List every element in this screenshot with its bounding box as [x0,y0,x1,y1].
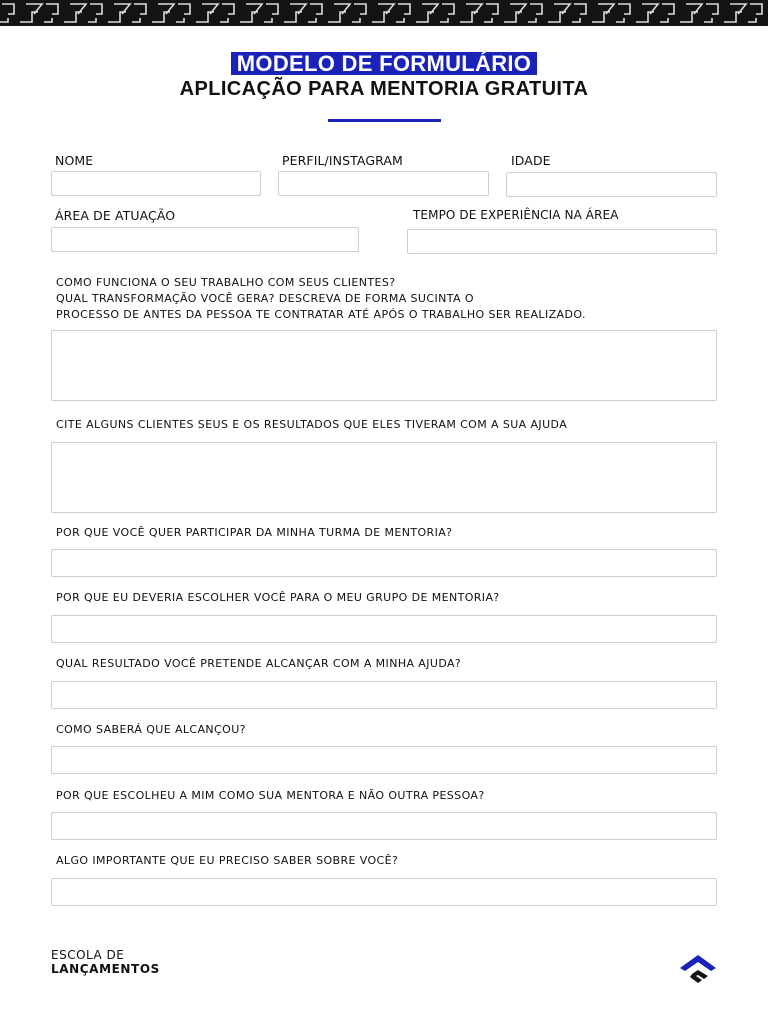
question-7-input[interactable] [51,812,717,840]
page-subtitle: APLICAÇÃO PARA MENTORIA GRATUITA [179,78,589,100]
idade-label: IDADE [511,153,551,168]
question-1-line-1: COMO FUNCIONA O SEU TRABALHO COM SEUS CLIENTES? [56,276,396,289]
question-3-label: POR QUE VOCÊ QUER PARTICIPAR DA MINHA TURMA DE MENTORIA? [56,526,453,539]
logo-line-1: ESCOLA DE [51,948,125,962]
tempo-experiencia-label: TEMPO DE EXPERIÊNCIA NA ÁREA [413,208,619,222]
escola-de-lancamentos-arrow-logo-icon [678,952,718,984]
question-8-label: ALGO IMPORTANTE QUE EU PRECISO SABER SOBRE VOCÊ? [56,854,399,867]
area-atuacao-label: ÁREA DE ATUAÇÃO [55,208,176,223]
question-2-textarea[interactable] [51,442,717,513]
question-4-input[interactable] [51,615,717,643]
page-title: MODELO DE FORMULÁRIO [231,52,537,75]
question-4-label: POR QUE EU DEVERIA ESCOLHER VOCÊ PARA O MEU GRUPO DE MENTORIA? [56,591,500,604]
question-3-input[interactable] [51,549,717,577]
title-underline [328,119,441,122]
question-6-label: COMO SABERÁ QUE ALCANÇOU? [56,723,246,736]
tempo-experiencia-input[interactable] [407,229,717,254]
perfil-instagram-label: PERFIL/INSTAGRAM [282,153,403,168]
logo-line-2: LANÇAMENTOS [51,962,160,976]
question-1-textarea[interactable] [51,330,717,401]
title-wrapper [0,52,768,76]
question-1-line-3: PROCESSO DE ANTES DA PESSOA TE CONTRATAR ATÉ APÓS O TRABALHO SER REALIZADO. [56,308,586,321]
question-5-label: QUAL RESULTADO VOCÊ PRETENDE ALCANÇAR COM A MINHA AJUDA? [56,657,462,670]
question-6-input[interactable] [51,746,717,774]
question-5-input[interactable] [51,681,717,709]
escola-de-lancamentos-logo [51,948,160,976]
perfil-instagram-input[interactable] [278,171,489,196]
nome-label: NOME [55,153,94,168]
nome-input[interactable] [51,171,261,196]
question-7-label: POR QUE ESCOLHEU A MIM COMO SUA MENTORA E NÃO OUTRA PESSOA? [56,789,485,802]
question-1-line-2: QUAL TRANSFORMAÇÃO VOCÊ GERA? DESCREVA DE FORMA SUCINTA O [56,292,474,305]
area-atuacao-input[interactable] [51,227,359,252]
idade-input[interactable] [506,172,717,197]
question-8-input[interactable] [51,878,717,906]
decorative-pattern-bar [0,0,768,26]
question-2-label: CITE ALGUNS CLIENTES SEUS E OS RESULTADOS QUE ELES TIVERAM COM A SUA AJUDA [56,418,568,431]
